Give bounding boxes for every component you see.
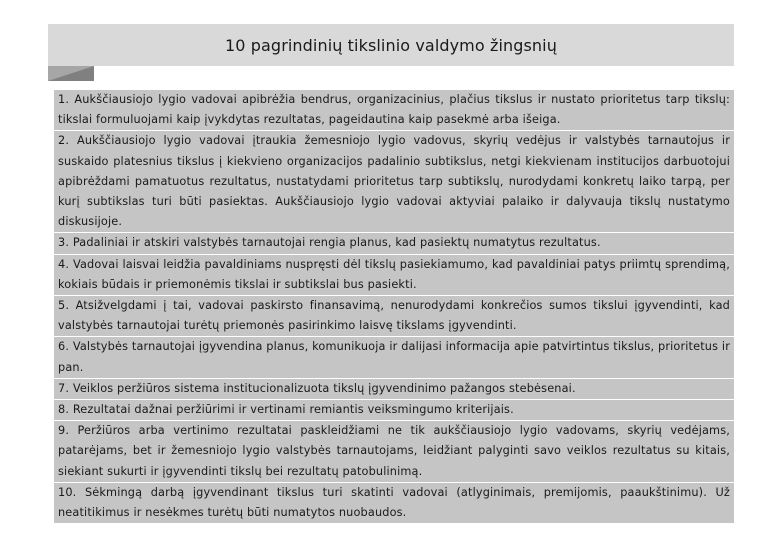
step-item-10: 10. Sėkmingą darbą įgyvendinant tikslus turi skatinti vadovai (atlyginimais, premijomis, paaukštinimu). Už neatitikimus ir nesėkmes turėtų būti numatytos nuobaudos. [54,483,734,523]
step-item-7: 7. Veiklos peržiūros sistema institucionalizuota tikslų įgyvendinimo pažangos stebėsenai. [54,379,734,400]
step-item-1: 1. Aukščiausiojo lygio vadovai apibrėžia bendrus, organizacinius, plačius tikslus ir nustato prioritetus tarp tikslų: tikslai formuluojami kaip įvykdytas rezultatas, pageidautina kaip pasekmė arba išeiga. [54,90,734,131]
step-item-8: 8. Rezultatai dažnai peržiūrimi ir vertinami remiantis veiksmingumo kriterijais. [54,400,734,421]
steps-list [54,90,734,520]
step-item-5: 5. Atsižvelgdami į tai, vadovai paskirsto finansavimą, nenurodydami konkrečios sumos tikslui įgyvendinti, kad valstybės tarnautojai turėtų priemonės pasirinkimo laisvę tikslams įgyvendinti. [54,296,734,337]
step-item-3: 3. Padaliniai ir atskiri valstybės tarnautojai rengia planus, kad pasiektų numatytus rezultatus. [54,233,734,254]
step-item-4: 4. Vadovai laisvai leidžia pavaldiniams nuspręsti dėl tikslų pasiekiamumo, kad pavaldiniai patys priimtų sprendimą, kokiais būdais ir priemonėmis tikslai ir subtikslai bus pasiekti. [54,255,734,296]
step-item-9: 9. Peržiūros arba vertinimo rezultatai paskleidžiami ne tik aukščiausiojo lygio vadovams, skyrių vedėjams, patarėjams, bet ir žemesniojo lygio valstybės tarnautojams, leidžiant palyginti savo veiklos rezultatus su kitais, siekiant sukurti ir įgyvendinti tikslų bei rezultatų patobulinimą. [54,421,734,483]
slide-title: 10 pagrindinių tikslinio valdymo žingsnių [225,35,557,55]
step-item-6: 6. Valstybės tarnautojai įgyvendina planus, komunikuoja ir dalijasi informacija apie patvirtintus tikslus, prioritetus ir pan. [54,337,734,378]
step-item-2: 2. Aukščiausiojo lygio vadovai įtraukia žemesniojo lygio vadovus, skyrių vedėjus ir valstybės tarnautojus ir suskaido platesnius tikslus į kiekvieno organizacijos padalinio subtikslus, netgi kiekvienam institucijos darbuotojui apibrėždami pamatuotus rezultatus, nustatydami prioritetus tarp subtikslų, nurodydami konkretų laiko tarpą, per kurį subtikslas turi būti pasiektas. Aukščiausiojo lygio vadovai aktyviai palaiko ir dalyvauja tikslų nustatymo diskusijoje. [54,131,734,233]
title-bar [48,24,734,66]
title-tab-fold [48,66,94,81]
